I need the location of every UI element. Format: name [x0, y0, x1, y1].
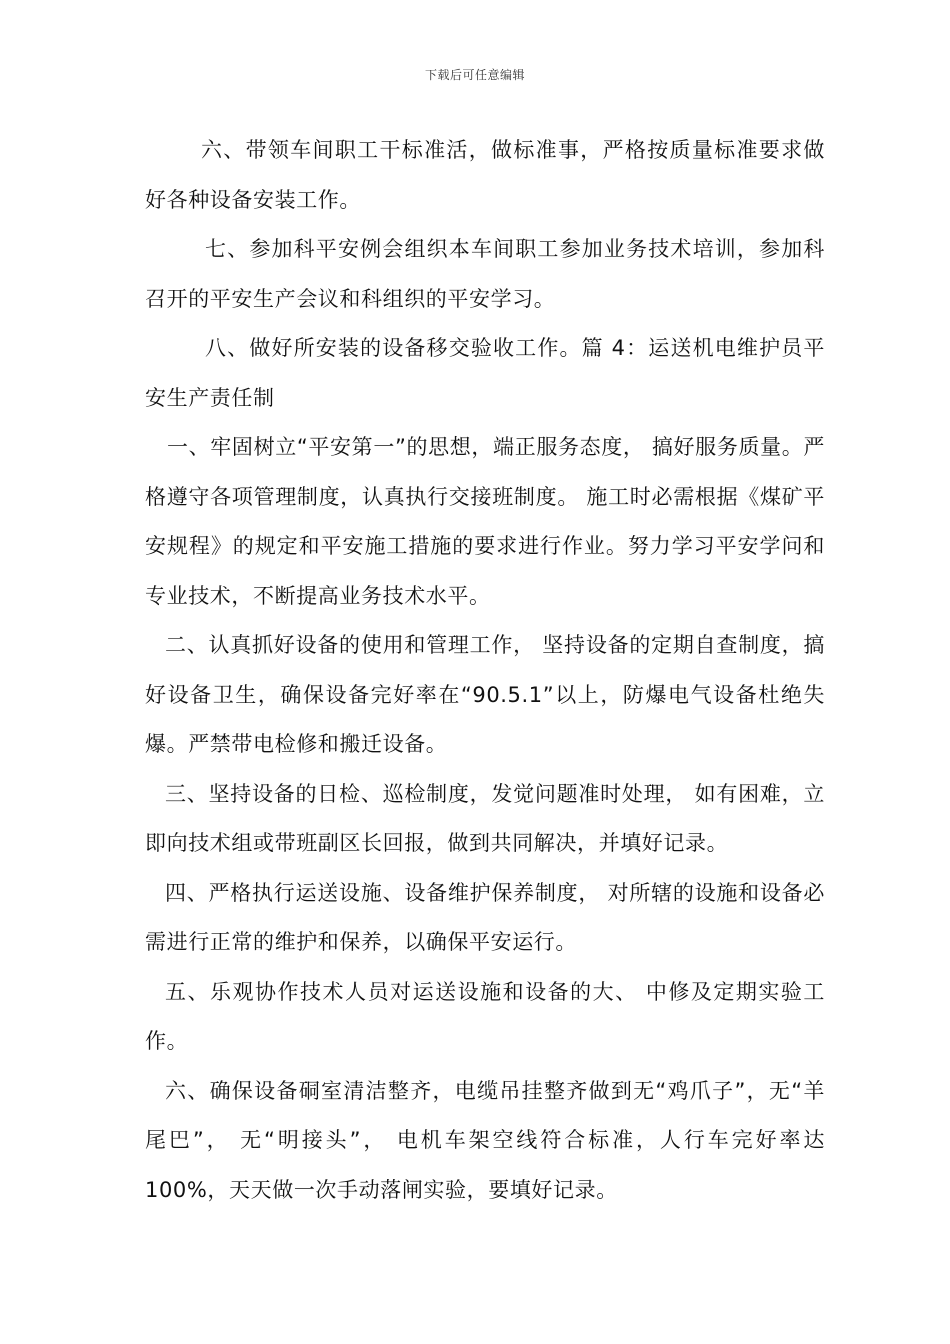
- document-body: [145, 126, 825, 1215]
- page-header: 下载后可任意编辑: [424, 68, 525, 82]
- paragraph-duty-6: 六、带领车间职工干标准活，做标准事，严格按质量标准要求做好各种设备安装工作。: [145, 138, 825, 212]
- paragraph-duty-7: 七、参加科平安例会组织本车间职工参加业务技术培训，参加科召开的平安生产会议和科组织的平安学习。: [145, 237, 825, 311]
- paragraph-item-6: 六、确保设备硐室清洁整齐，电缆吊挂整齐做到无“鸡爪子”，无“羊尾巴”， 无“明接头”， 电机车架空线符合标准，人行车完好率达 100%，天天做一次手动落闸实验，要填好记录。: [145, 1078, 825, 1202]
- paragraph-item-4: 四、严格执行运送设施、设备维护保养制度， 对所辖的设施和设备必需进行正常的维护和保养，以确保平安运行。: [145, 880, 825, 954]
- paragraph-item-1: 一、牢固树立“平安第一”的思想，端正服务态度， 搞好服务质量。严格遵守各项管理制度，认真执行交接班制度。 施工时必需根据《煤矿平安规程》的规定和平安施工措施的要求进行作业。努力学习平安学问和专业技术，不断提高业务技术水平。: [145, 435, 825, 608]
- paragraph-item-3: 三、坚持设备的日检、巡检制度，发觉问题准时处理， 如有困难，立即向技术组或带班副区长回报，做到共同解决，并填好记录。: [145, 781, 825, 855]
- paragraph-item-5: 五、乐观协作技术人员对运送设施和设备的大、 中修及定期实验工作。: [145, 979, 825, 1053]
- paragraph-item-2: 二、认真抓好设备的使用和管理工作， 坚持设备的定期自查制度，搞好设备卫生，确保设备完好率在“90.5.1”以上，防爆电气设备杜绝失爆。严禁带电检修和搬迁设备。: [145, 633, 825, 756]
- paragraph-duty-8-and-section-title: 八、做好所安装的设备移交验收工作。篇 4：运送机电维护员平安生产责任制: [145, 336, 825, 410]
